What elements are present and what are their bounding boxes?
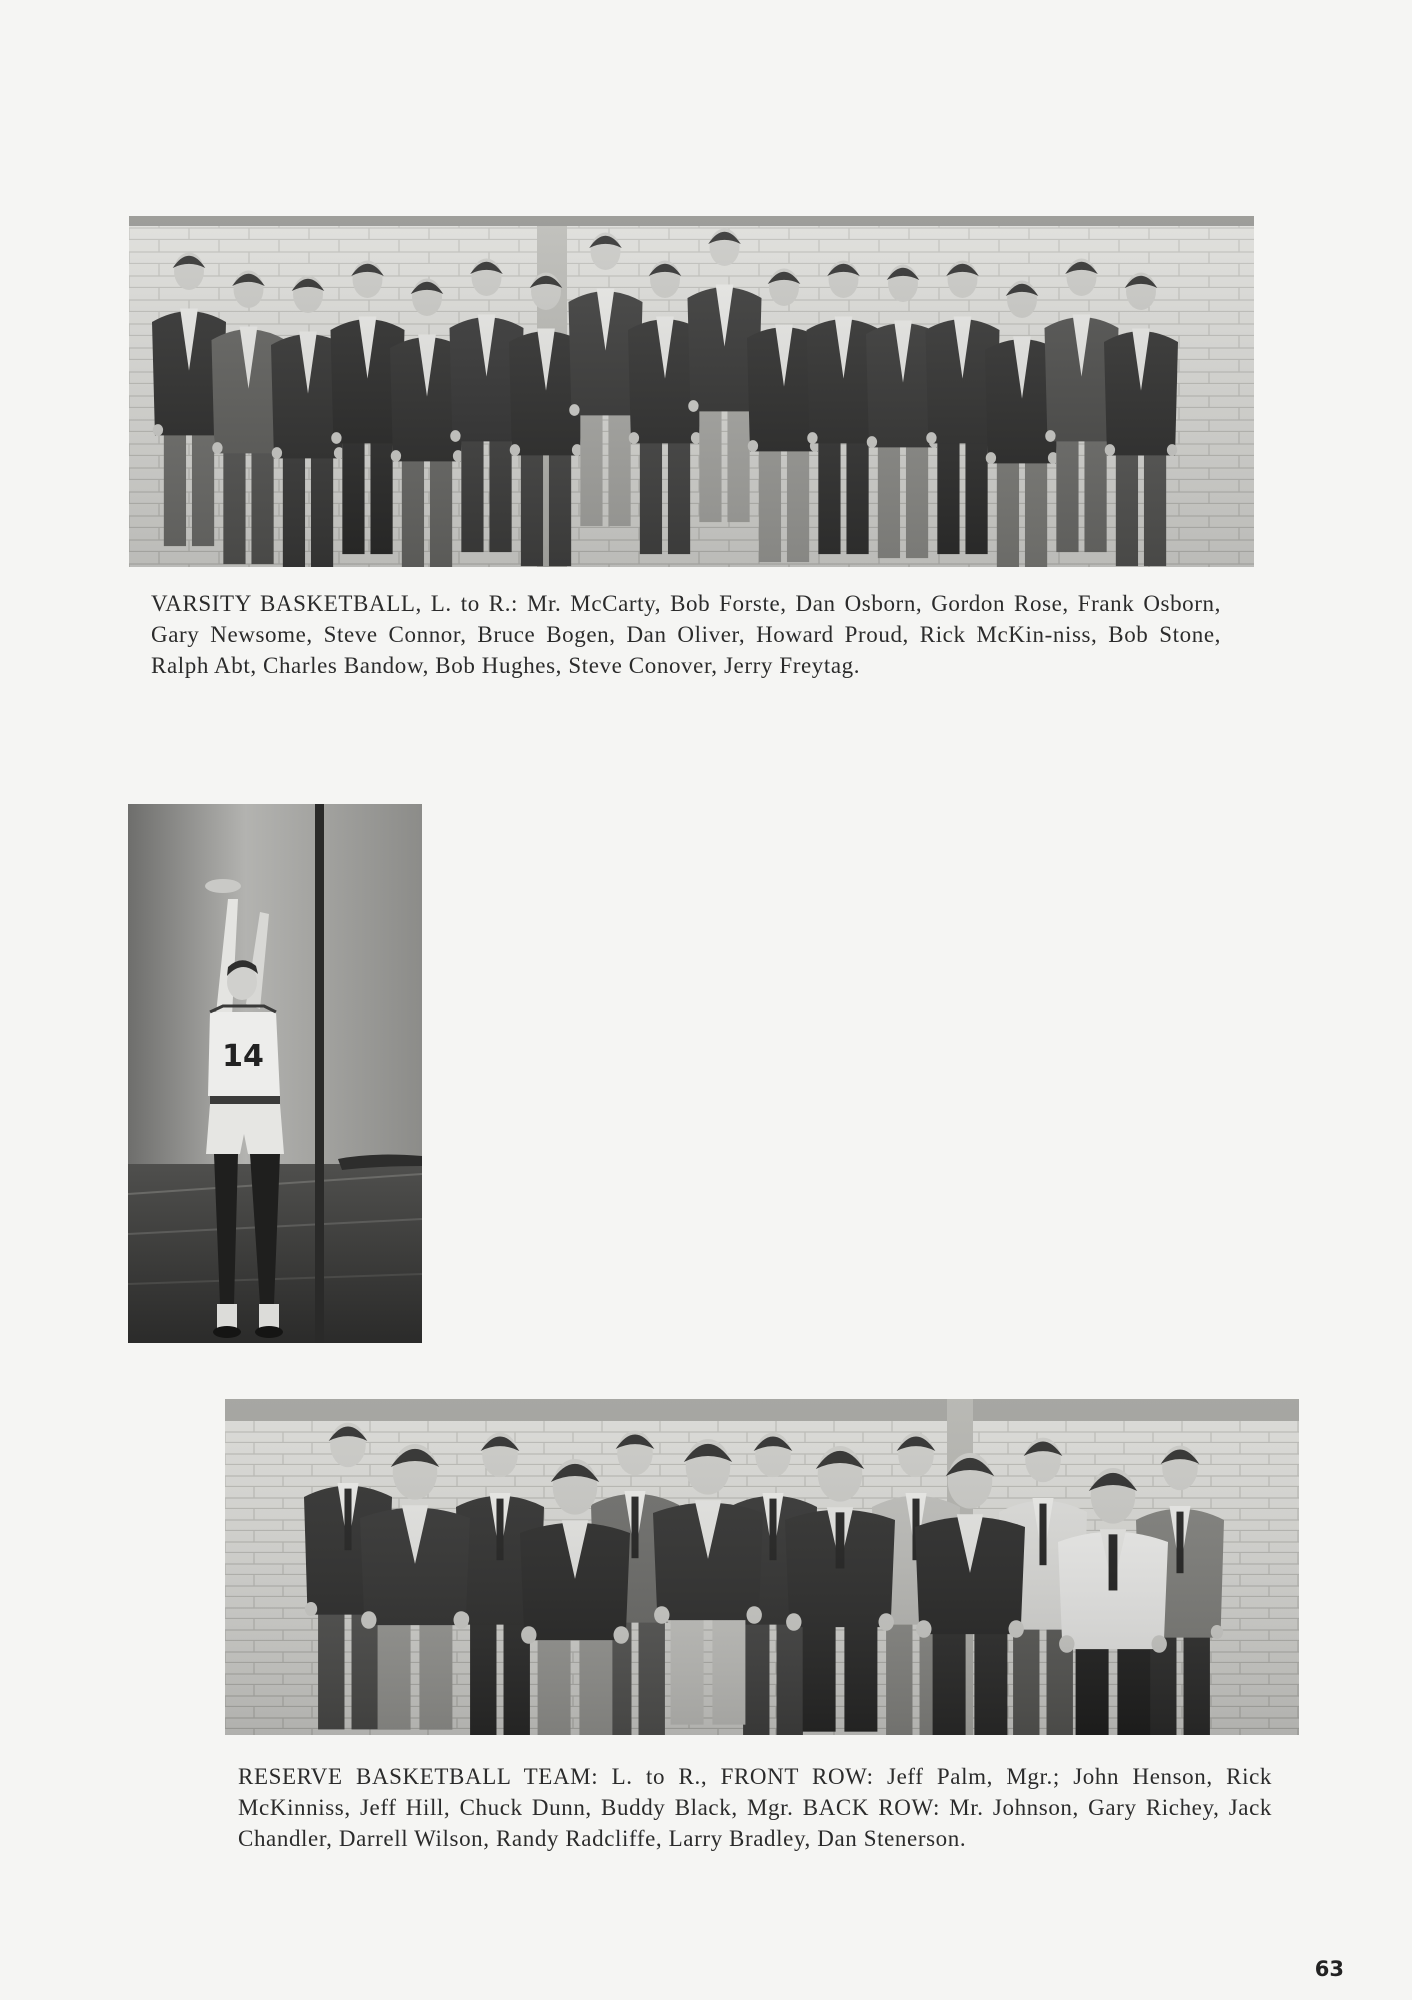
- action-shot-photo: [128, 804, 422, 1343]
- reserve-team-photo: [225, 1399, 1299, 1735]
- jersey-number: 14: [222, 1039, 264, 1074]
- page-number: 63: [1314, 1957, 1344, 1981]
- action-shot-graphic: [128, 804, 422, 1343]
- reserve-team-photo-graphic: [225, 1399, 1299, 1735]
- varsity-team-photo: [129, 216, 1254, 567]
- varsity-team-photo-graphic: [129, 216, 1254, 567]
- varsity-caption: VARSITY BASKETBALL, L. to R.: Mr. McCarty, Bob Forste, Dan Osborn, Gordon Rose, Frank Osborn, Gary Newsome, Steve Connor, Bruce Bogen, Dan Oliver, Howard Proud, Rick McKin-niss, Bob Stone, Ralph Abt, Charles Bandow, Bob Hughes, Steve Conover, Jerry Freytag.: [151, 591, 1221, 678]
- reserve-caption: RESERVE BASKETBALL TEAM: L. to R., FRONT ROW: Jeff Palm, Mgr.; John Henson, Rick McKinniss, Jeff Hill, Chuck Dunn, Buddy Black, Mgr. BACK ROW: Mr. Johnson, Gary Richey, Jack Chandler, Darrell Wilson, Randy Radcliffe, Larry Bradley, Dan Stenerson.: [238, 1764, 1272, 1851]
